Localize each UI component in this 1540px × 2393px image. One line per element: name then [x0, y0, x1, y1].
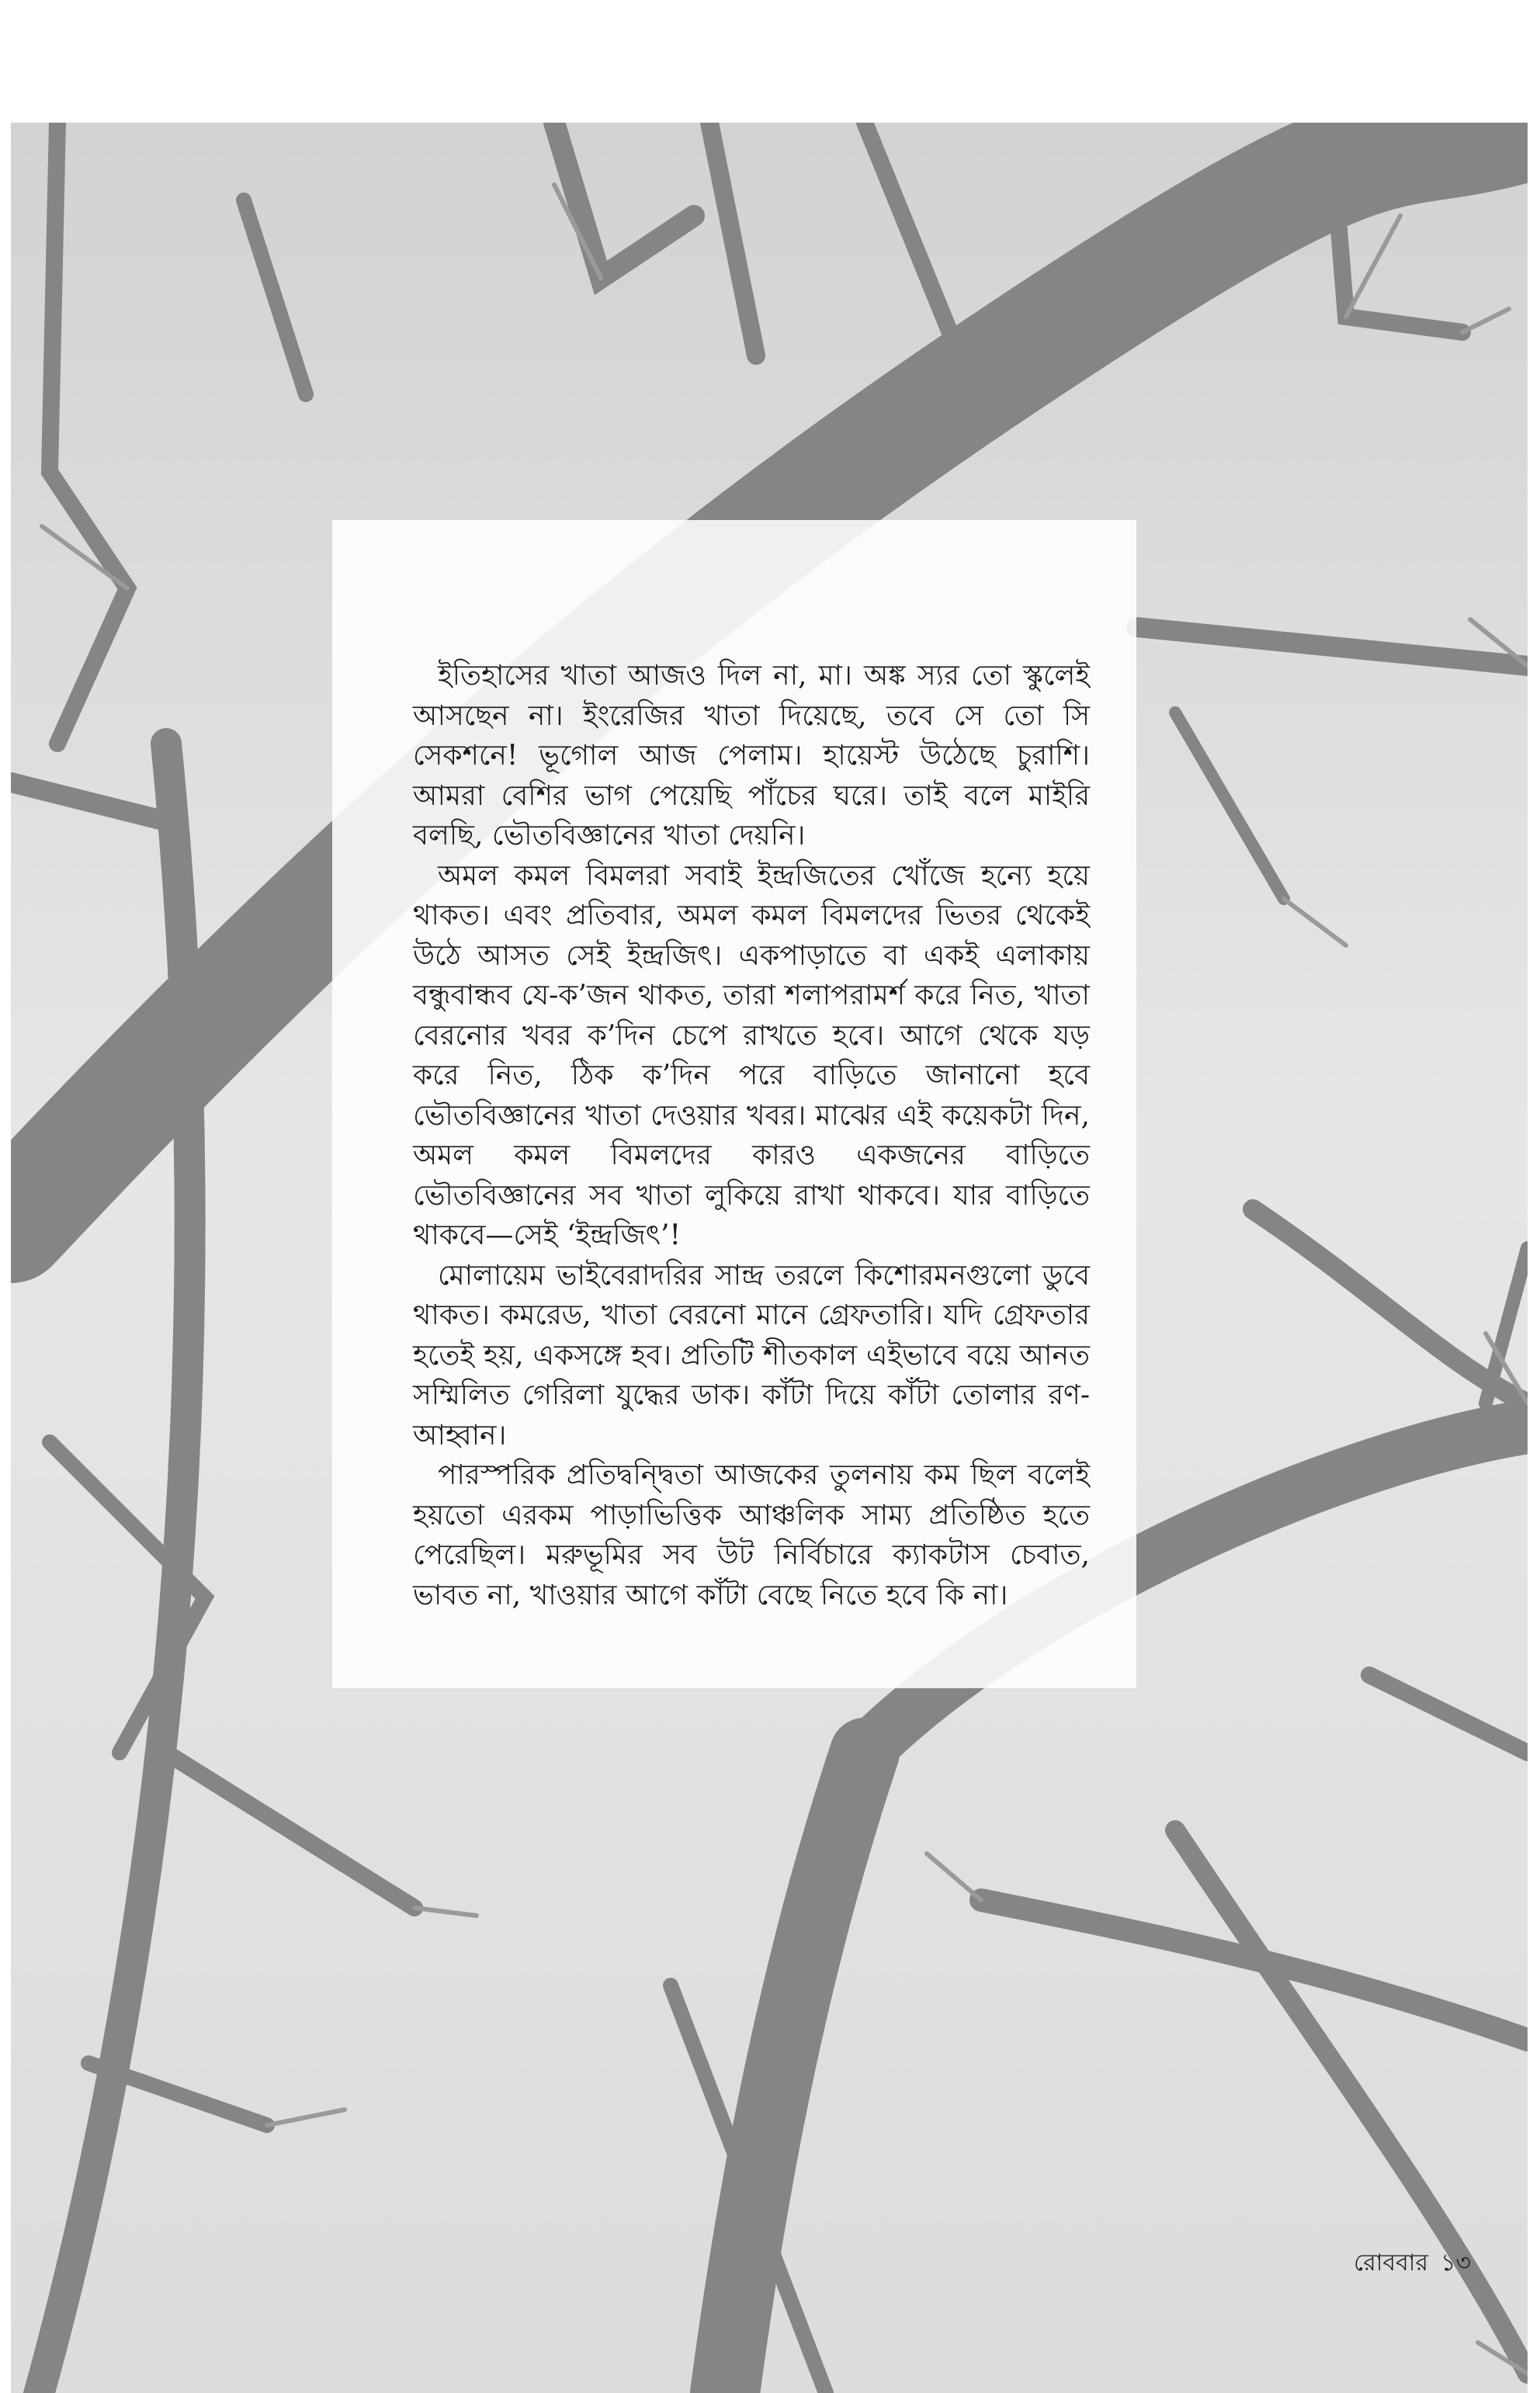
article-paragraph-2: অমল কমল বিমলরা সবাই ইন্দ্রজিতের খোঁজে হন্যে হয়ে থাকত। এবং প্রতিবার, অমল কমল বিমলদের ভিতর থেকেই উঠে আসত সেই ইন্দ্রজিৎ। একপাড়াতে বা একই এলাকায় বন্ধুবান্ধব যে-ক’জন থাকত, তারা শলাপরামর্শ করে নিত, খাতা বেরনোর খবর ক’দিন চেপে রাখতে হবে। আগে থেকে যড় করে নিত, ঠিক ক’দিন পরে বাড়িতে জানানো হবে ভৌতবিজ্ঞানের খাতা দেওয়ার খবর। মাঝের এই কয়েকটা দিন, অমল কমল বিমলদের কারও একজনের বাড়িতে ভৌতবিজ্ঞানের সব খাতা লুকিয়ে রাখা থাকবে। যার বাড়িতে থাকবে—সেই ‘ইন্দ্রজিৎ’!	[413, 859, 1090, 1251]
article-paragraph-4: পারস্পরিক প্রতিদ্বন্দ্বিতা আজকের তুলনায় কম ছিল বলেই হয়তো এরকম পাড়াভিত্তিক আঞ্চলিক সাম্য প্রতিষ্ঠিত হতে পেরেছিল। মরুভূমির সব উট নির্বিচারে ক্যাকটাস চেবাত, ভাবত না, খাওয়ার আগে কাঁটা বেছে নিতে হবে কি না।	[413, 1459, 1090, 1611]
publication-name: রোববার	[1354, 2249, 1429, 2277]
article-paragraph-3: মোলায়েম ভাইবেরাদরির সান্দ্র তরলে কিশোরমনগুলো ডুবে থাকত। কমরেড, খাতা বেরনো মানে গ্রেফতারি। যদি গ্রেফতার হতেই হয়, একসঙ্গে হব। প্রতিটি শীতকাল এইভাবে বয়ে আনত সম্মিলিত গেরিলা যুদ্ধের ডাক। কাঁটা দিয়ে কাঁটা তোলার রণ-আহ্বান।	[413, 1259, 1090, 1451]
article-paragraph-1: ইতিহাসের খাতা আজও দিল না, মা। অঙ্ক স্যর তো স্কুলেই আসছেন না। ইংরেজির খাতা দিয়েছে, তবে সে তো সি সেকশনে! ভূগোল আজ পেলাম। হায়েস্ট উঠেছে চুরাশি। আমরা বেশির ভাগ পেয়েছি পাঁচের ঘরে। তাই বলে মাইরি বলছি, ভৌতবিজ্ঞানের খাতা দেয়নি।	[413, 660, 1090, 851]
page-number: ১৩	[1441, 2249, 1471, 2277]
article-text-panel	[332, 520, 1136, 1688]
page-footer	[1238, 2240, 1471, 2287]
